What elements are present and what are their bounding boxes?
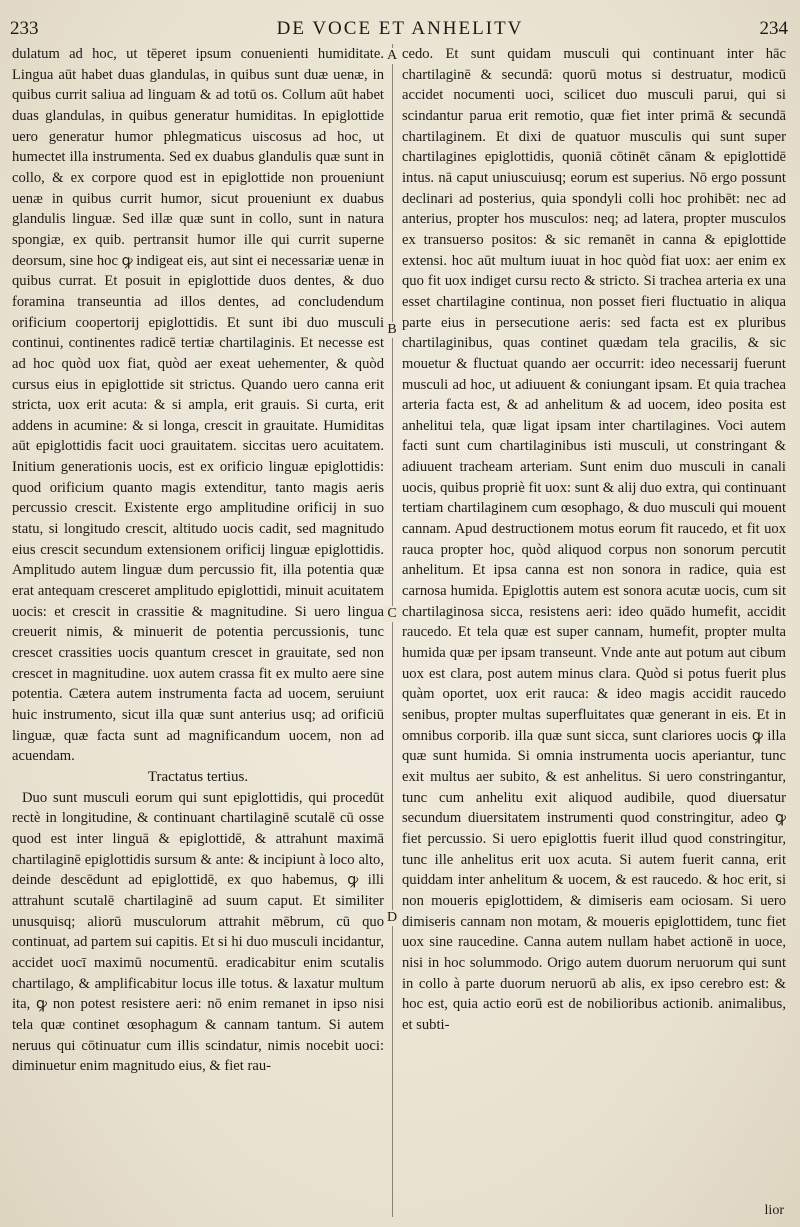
right-column — [402, 44, 786, 1217]
left-paragraph-1: dulatum ad hoc, ut tēperet ipsum conuenienti humiditate. Lingua aūt habet duas glandulas, in quibus sunt duæ uenæ, in quibus currit saliua ad linguam & ad totū os. Collum aūt habet duas glandulas, in quibus generatur humiditas. In epiglottide uero generatur humor phlegmaticus uiscosus ad hoc, ut humectet illa instrumenta. Sed ex duabus glandulis quæ sunt in collo, & ex corpore quod est in epiglottide non proueniunt uenæ in quibus currit humor, sicut proueniunt ex duabus glandulis linguæ. Sed illæ quæ sunt in collo, sunt in natura spongiæ, ex quib. pertransit humor ille qui currit superne deorsum, sine hoc ꝙ indigeat eis, aut sint ei necessariæ uenæ in quibus currat. Et posuit in epiglottide duos dentes, & duo foramina transeuntia ad illos dentes, ad concludendum orificium coopertorij epiglottidis. Et sunt ibi duo musculi continui, continentes radicē tertiæ chartilaginis. Et necesse est ad hoc quòd uox fiat, quòd aer exeat uehementer, & quòd cursus eius in epiglottide sit strictus. Quando uero canna erit stricta, uox erit acuta: & si ampla, erit grauis. Si curta, erit addens in acumine: & si longa, crescit in grauitate. Humiditas aūt epiglottidis facit uoci grauitatem. siccitas uero acuitatem. Initium generationis uocis, est ex orificio linguæ epiglottidis: quod orificium quanto magis extenditur, tanto magis aeris percussio crescit. Existente ergo amplitudine orificij in suo statu, si longitudo crescit, altitudo uocis cadit, sed magnitudo eius crescit secundum extensionem orificij linguæ epiglottidis. Amplitudo autem linguæ dum percussio fit, illa potentia quæ erat antequam cresceret amplitudo epiglottidi, minuit acuitatem uocis: et crescit in crassitie & magnitudine. Si uero lingua creuerit nimis, & minuerit de potentia percussionis, tunc crescet crassities uocis quantum crescet in grauitate, sed non crescet in magnitudine. uox autem crassa fit ex multo aere sine potentia. Cætera autem instrumenta facta ad uocem, seruiunt huic instrumento, sicut illa quæ sunt anterius usq; ad orificiū linguæ, quæ facta sunt ad magnificandum uocem, non ad acuendam. — [12, 46, 384, 765]
page-number-left: 233 — [10, 18, 39, 39]
column-divider — [392, 44, 393, 1217]
right-paragraph-1: cedo. Et sunt quidam musculi qui continuant inter hāc chartilaginē & secundā: quorū motus si destruatur, modicū accidet nocumenti uoci, scilicet duo musculi parui, qui si scindantur parua erit remotio, quæ fiet inter primā & secundā chartilaginem. Et dixi de quatuor musculis qui sunt super chartilagines epiglottidis, quoniā cōtinēt cānam & epiglottidē intus. nā caput uniuscuiusq; eorum est superius. Nō ergo possunt declinari ad posterius, quia spondyli colli hoc prohibēt: nec ad anterius, propter hos musculos: neq; ad latera, propter musculos ex transuerso positos: & sic remanēt in canna & epiglottide extensi. hoc aūt multum iuuat in hoc quòd fiat uox: aer enim ex quo fit uox indiget cursu recto & stricto. Si trachea arteria ex una esset chartilagine continua, non posset fieri fluctuatio in aliqua parte eius in persecutione aeris: sed facta est ex pluribus chartilaginibus, quas continet quædam tela gracilis, & sic mouetur & fluctuat quando aer occurrit: ideo necessarij fuerunt musculi ad hoc, ut adiuuent & coniungant ipsam. Et quia trachea arteria facta est, & ad anhelitum & ad uocem, ideo posita est anhelitui tela, quæ ligat ipsam inter chartilagines. Voci autem facti sunt cum chartilaginibus isti musculi, ut constringant & adiuuent tracheam arteriam. Sunt enim duo musculi in canali uocis, quibus propriè fit uox: sunt & alij duo extra, qui continuant tertiam chartilaginem cum œsophago, & duo musculi qui mouent cannam. Apud destructionem motus eorum fit raucedo, et fit uox rauca propter hoc, quòd aliquod corpus non sonorum percutit anhelitum. Et ipsa canna est non sonora in radice, quia est carnosa humida. Epiglottis autem est sonora acutæ uocis, cum sit chartilaginosa sicca, resistens aeri: ideo quādo humefit, accidit raucedo. Et tela quæ est super cannam, humefit, propter multa humida quæ per ipsam transeunt. Vnde ante aut potum aut cibum uox est clara, post autem minus clara. Quòd si potus fuerit plus quàm oportet, uox erit rauca: & ideo magis accidit raucedo senibus, propter multas superfluitates quæ generant in eis. Et in omnibus corporib. illa quæ sunt sicca, sunt clariores uocis ꝙ illa quæ sunt humida. Si omnia instrumenta uocis aperiantur, tunc exit multus aer subito, & est anhelitus. Si uero constringantur, tunc cum anhelitu exit aliquod audibile, quod diuersatur secundum diuersitatem instrumenti quod constringitur, adeo ꝙ fiet percussio. Si uero epiglottis fuerit illud quod constringitur, tunc ille anhelitus erit uox acuta. Si autem fuerit canna, erit quiddam inter anhelitum & uocem, & est raucedo. & hoc erit, si non moueris epiglottidem, & dimiseris eam ociosam. Si uero dimiseris cannam non motam, & moueris epiglottidem, tunc fiet uox sine raucedine. Canna autem nullam habet actionē in uoce, nisi in hoc solummodo. Origo autem duorum neruorum qui sunt in collo à parte duorum neruorū ab alis, ex ipso cerebro est: & hoc est, quia actio eorū est de nobilioribus actionib. animalibus, et subti- — [402, 46, 786, 1033]
margin-marker-a: A — [382, 48, 402, 64]
catchword: lior — [764, 1203, 784, 1218]
margin-marker-b: B — [382, 322, 402, 338]
running-title: DE VOCE ET ANHELITV — [276, 18, 524, 39]
margin-marker-c: C — [382, 606, 402, 622]
left-paragraph-2: Duo sunt musculi eorum qui sunt epiglottidis, qui procedūt rectè in longitudine, & continuant chartilaginē scutalē cū osse quod est inter linguā & epiglottidē, & attrahunt maximā chartilaginē epiglottidis sursum & ante: & incipiunt à loco alto, deinde descēdunt ad epiglottidē, ex quo habemus, ꝙ illi attrahunt scutalē chartilaginē ad suum caput. Et similiter unusquisq; aliorū musculorum attrahit mēbrum, cū quo continuat, ad partem sui capitis. Et si hi duo musculi incidantur, accidet uocī maximū nocumentū. eradicabitur enim scutalis chartilago, & amplificabitur locus ille totus. & laxatur multum ita, ꝙ non potest resistere aeri: nō enim remanet in ipso nisi tela quæ continet œsophagum & cannam tantum. Si autem neruus qui cōtinuatur cum illis scindatur, nimis nocebit uoci: diminuetur enim magnitudo eius, & fiet rau- — [12, 789, 384, 1075]
page-number-right: 234 — [759, 18, 788, 39]
section-heading: Tractatus tertius. — [147, 768, 249, 785]
margin-marker-d: D — [382, 910, 402, 926]
running-header — [0, 14, 800, 44]
left-column — [12, 44, 384, 1217]
